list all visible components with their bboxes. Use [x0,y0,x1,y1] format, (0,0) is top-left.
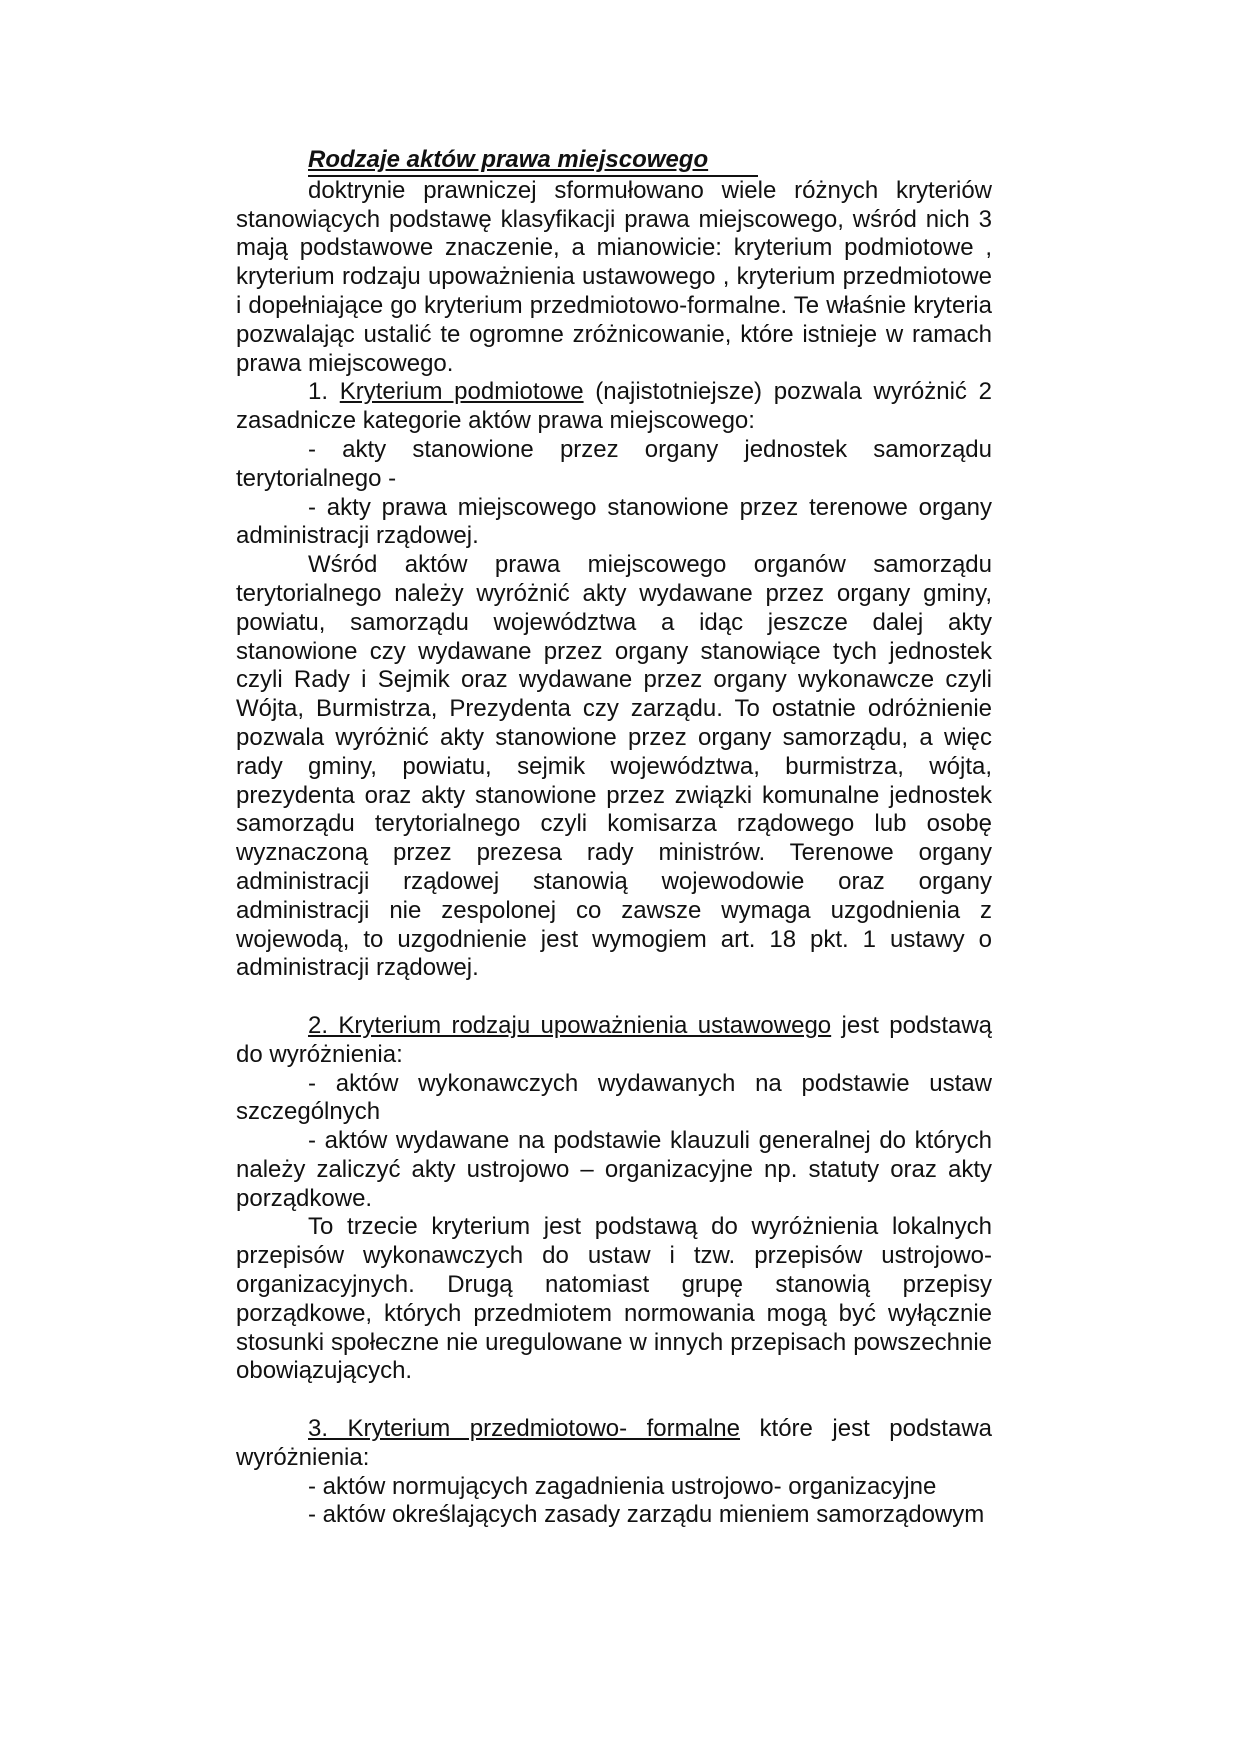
section-1-detail-paragraph: Wśród aktów prawa miejscowego organów samorządu terytorialnego należy wyróżnić akty wydawane przez organy gminy, powiatu, samorządu województwa a idąc jeszcze dalej akty stanowione czy wydawane przez organy stanowiące tych jednostek czyli Rady i Sejmik oraz wydawane przez organy wykonawcze czyli Wójta, Burmistrza, Prezydenta czy zarządu. To ostatnie odróżnienie pozwala wyróżnić akty stanowione przez organy samorządu, a więc rady gminy, powiatu, sejmik województwa, burmistrza, wójta, prezydenta oraz akty stanowione przez związki komunalne jednostek samorządu terytorialnego czyli komisarza rządowego lub osobę wyznaczoną przez prezesa rady ministrów. Terenowe organy administracji rządowej stanowią wojewodowie oraz organy administracji nie zespolonej co zawsze wymaga uzgodnienia z wojewodą, to uzgodnienie jest wymogiem art. 18 pkt. 1 ustawy o administracji rządowej. [236,551,992,982]
section-3-bullet-1: - aktów normujących zagadnienia ustrojowo- organizacyjne [308,1472,937,1500]
document-title: Rodzaje aktów prawa miejscowego [308,146,758,177]
section-3-heading: 3. Kryterium przedmiotowo- formalne [308,1415,741,1443]
document-page [236,146,992,1530]
section-2-paragraph [236,1012,992,1070]
section-2-bullet-1: - aktów wykonawczych wydawanych na podstawie ustaw szczególnych [236,1069,992,1126]
intro-paragraph: doktrynie prawniczej sformułowano wiele różnych kryteriów stanowiących podstawę klasyfikacji prawa miejscowego, wśród nich 3 mają podstawowe znaczenie, a mianowicie: kryterium podmiotowe , kryterium rodzaju upoważnienia ustawowego , kryterium przedmiotowe i dopełniające go kryterium przedmiotowo-formalne. Te właśnie kryteria pozwalając ustalić te ogromne zróżnicowanie, które istnieje w ramach prawa miejscowego. [236,176,992,377]
section-1-bullet-2: - akty prawa miejscowego stanowione przez terenowe organy administracji rządowej. [236,493,992,550]
section-1-heading: Kryterium podmiotowe [339,378,584,406]
section-2-bullet-2: - aktów wydawane na podstawie klauzuli generalnej do których należy zaliczyć akty ustrojowo – organizacyjne np. statuty oraz akty porządkowe. [236,1127,992,1212]
section-1-bullet-1: - akty stanowione przez organy jednostek samorządu terytorialnego - [236,435,992,492]
section-3-text: które jest podstawa wyróżnienia: [236,1415,993,1471]
section-1-paragraph [236,378,992,436]
section-1-number: 1. [308,378,340,406]
spacer [236,983,992,1012]
section-1-text: (najistotniejsze) pozwala wyróżnić 2 zasadnicze kategorie aktów prawa miejscowego: [236,378,992,435]
section-2-heading: 2. Kryterium rodzaju upoważnienia ustawowego [308,1011,832,1039]
section-3-paragraph [236,1415,992,1473]
section-2-text: jest podstawą do wyróżnienia: [236,1011,993,1068]
spacer [236,1386,992,1415]
section-3-bullet-2: - aktów określających zasady zarządu mieniem samorządowym [308,1501,985,1529]
section-2-detail-paragraph: To trzecie kryterium jest podstawą do wyróżnienia lokalnych przepisów wykonawczych do ustaw i tzw. przepisów ustrojowo-organizacyjnych. Drugą natomiast grupę stanowią przepisy porządkowe, których przedmiotem normowania mogą być wyłącznie stosunki społeczne nie uregulowane w innych przepisach powszechnie obowiązujących. [236,1213,992,1385]
